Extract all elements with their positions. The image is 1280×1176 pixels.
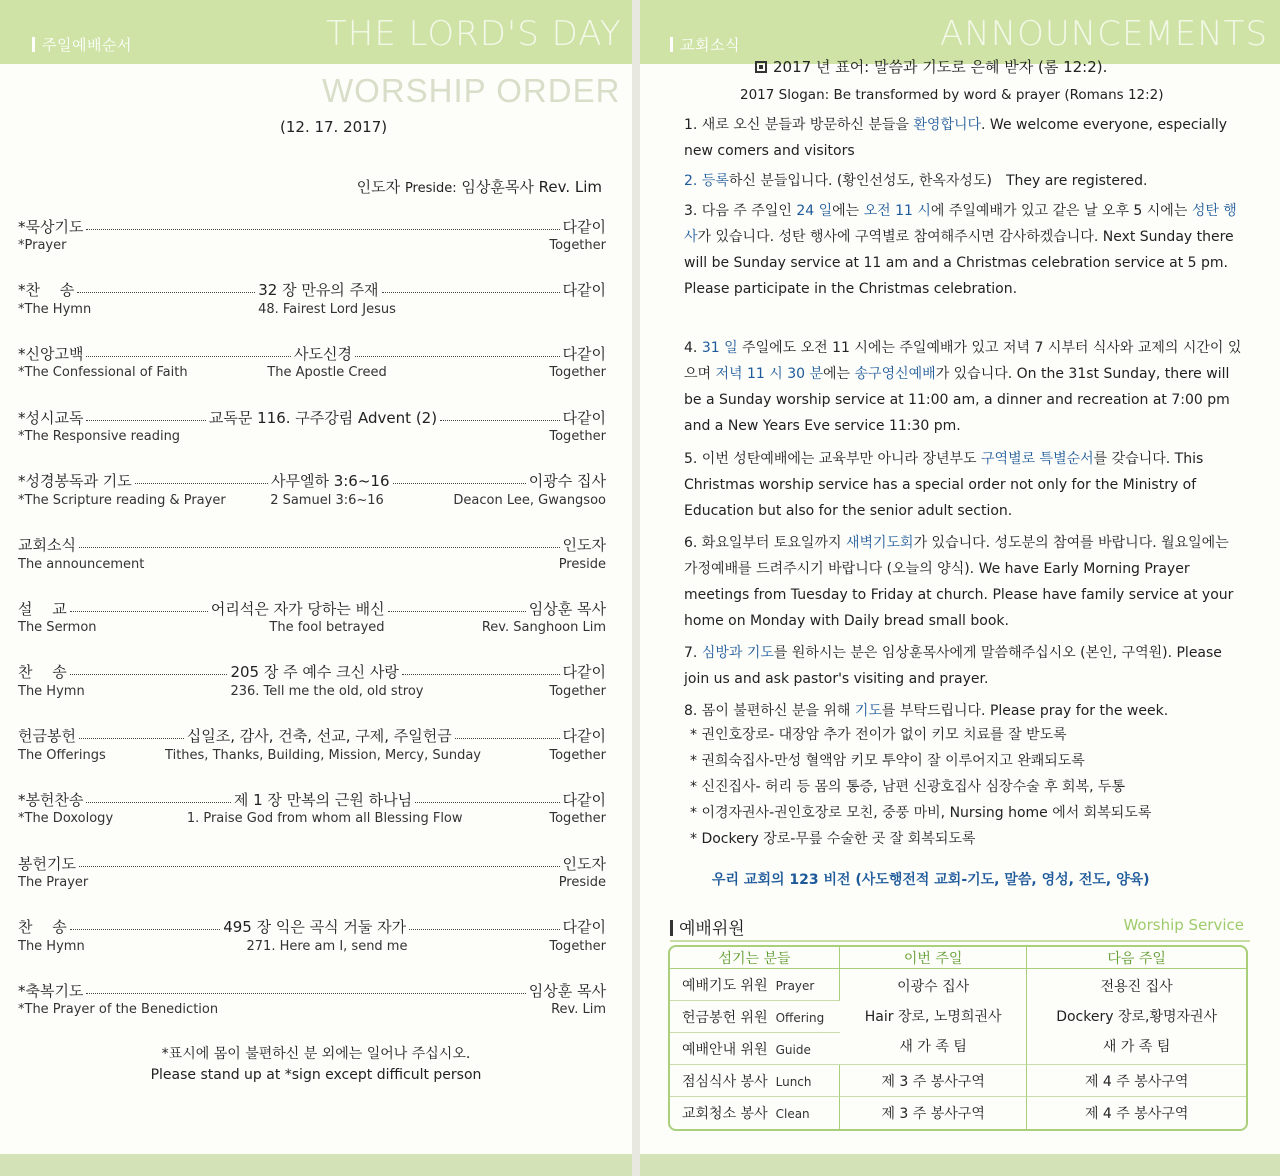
order-item-detail: 십일조, 감사, 건축, 선교, 구제, 주일헌금 bbox=[186, 727, 452, 746]
announcement-4 bbox=[684, 335, 1244, 439]
order-item-detail: 495 장 익은 곡식 거둘 자가 bbox=[223, 918, 407, 937]
role-en: Offering bbox=[775, 1010, 825, 1025]
announcement-7 bbox=[684, 640, 1244, 692]
order-item-ko-row bbox=[18, 469, 606, 493]
left-banner-title: THE LORD'S DAY bbox=[326, 14, 622, 54]
worship-service-title: 예배위원 bbox=[670, 914, 745, 939]
order-item-leader-en: Rev. Lim bbox=[551, 1002, 606, 1018]
order-item-detail-en: The Apostle Creed bbox=[267, 365, 387, 381]
prayer-item: * 권인호장로- 대장암 추가 전이가 없이 키모 치료를 잘 받도록 bbox=[690, 727, 1067, 743]
text: 에는 bbox=[823, 366, 855, 382]
order-item-leader: 다같이 bbox=[562, 918, 606, 937]
order-item-detail: 사무엘하 3:6~16 bbox=[270, 472, 390, 491]
order-item-leader-en: Together bbox=[549, 811, 606, 827]
order-item bbox=[18, 469, 606, 517]
order-item-title: *성시교독 bbox=[18, 408, 84, 427]
preside-en: Preside: bbox=[404, 181, 457, 196]
order-item-title-en: *The Responsive reading bbox=[18, 429, 181, 445]
order-item bbox=[18, 341, 606, 389]
leader-dots bbox=[79, 547, 560, 548]
preside-name: 임상훈목사 Rev. Lim bbox=[461, 178, 602, 196]
order-item bbox=[18, 660, 606, 708]
order-item-detail-en: 48. Fairest Lord Jesus bbox=[258, 301, 396, 317]
this-week-stack bbox=[840, 969, 1027, 1065]
table-header: 다음 주일 bbox=[1027, 947, 1246, 969]
order-item-detail-en bbox=[218, 238, 436, 258]
footnote bbox=[0, 1044, 632, 1086]
announcement-8 bbox=[684, 698, 1244, 724]
leader-dots bbox=[86, 356, 291, 357]
order-item-leader: 다같이 bbox=[562, 344, 607, 363]
preside-ko: 인도자 bbox=[356, 178, 401, 196]
order-item-ko-row bbox=[18, 533, 606, 557]
highlight: 송구영신예배 bbox=[854, 366, 936, 382]
this-week-cell: 제 3 주 봉사구역 bbox=[840, 1065, 1027, 1097]
order-item-detail-en bbox=[218, 557, 436, 577]
order-item-ko-row bbox=[18, 915, 606, 939]
footnote-ko: *표시에 몸이 불편하신 분 외에는 일어나 주십시오. bbox=[161, 1046, 471, 1062]
announcement-2 bbox=[684, 168, 1244, 194]
highlight: 24 일 bbox=[796, 203, 833, 219]
order-item bbox=[18, 724, 606, 772]
order-item bbox=[18, 214, 606, 262]
role-ko: 예배안내 위원 bbox=[682, 1041, 768, 1058]
highlight: 오전 11 시 bbox=[863, 203, 931, 219]
prayer-item: * Dockery 장로-무릎 수술한 곳 잘 회복되도록 bbox=[690, 831, 976, 847]
role-en: Guide bbox=[775, 1042, 811, 1057]
slogan-ko bbox=[755, 56, 1107, 77]
highlight: 기도 bbox=[854, 703, 882, 719]
order-item-detail-en: The fool betrayed bbox=[269, 620, 385, 636]
order-item-en-row bbox=[18, 365, 606, 385]
highlight: 구역별로 특별순서 bbox=[981, 451, 1094, 467]
text: 8. 몸이 불편하신 분을 위해 bbox=[684, 703, 855, 719]
order-item-ko-row bbox=[18, 660, 606, 684]
this-week-guide: 새 가 족 팀 bbox=[899, 1038, 967, 1055]
order-item bbox=[18, 405, 606, 453]
order-item-leader: 다같이 bbox=[562, 217, 606, 236]
order-item-title: *찬 송 bbox=[18, 281, 75, 300]
this-week-prayer: 이광수 집사 bbox=[897, 978, 970, 995]
highlight: 새벽기도회 bbox=[845, 535, 914, 551]
page-gutter bbox=[632, 0, 640, 1176]
order-item-title: 헌금봉헌 bbox=[18, 727, 76, 746]
order-item-en-row bbox=[18, 811, 606, 831]
leader-dots bbox=[86, 420, 205, 421]
next-week-cell: 제 4 주 봉사구역 bbox=[1027, 1065, 1246, 1097]
next-week-offering: Dockery 장로,황명자권사 bbox=[1056, 1008, 1218, 1025]
leader-dots bbox=[402, 674, 560, 675]
order-item-title: 봉헌기도 bbox=[18, 854, 76, 873]
table-row bbox=[670, 969, 1246, 1001]
order-item-detail-en: Tithes, Thanks, Building, Mission, Mercy, Sunday bbox=[165, 747, 481, 763]
text: 1. 새로 오신 분들과 방문하신 분들을 bbox=[684, 117, 914, 133]
order-item-ko-row bbox=[18, 341, 606, 365]
church-vision: 우리 교회의 123 비전 (사도행전적 교회-기도, 말씀, 영성, 전도, 양육) bbox=[712, 872, 1150, 888]
order-item-title: *신앙고백 bbox=[18, 344, 84, 363]
role-ko: 예배기도 위원 bbox=[682, 977, 768, 994]
next-week-stack bbox=[1027, 969, 1246, 1065]
order-item-en-row bbox=[18, 684, 606, 704]
highlight: 환영합니다 bbox=[913, 117, 982, 133]
next-week-cell: 제 4 주 봉사구역 bbox=[1084, 1106, 1189, 1122]
order-item-title-en: The announcement bbox=[18, 556, 145, 572]
right-banner bbox=[640, 0, 1280, 64]
order-item-detail-en: 236. Tell me the old, old stroy bbox=[230, 683, 424, 699]
leader-dots bbox=[135, 483, 268, 484]
order-item-en-row bbox=[18, 748, 606, 768]
order-item-leader: 다같이 bbox=[562, 281, 607, 300]
order-item-detail: 교독문 116. 구주강림 Advent (2) bbox=[208, 408, 438, 427]
order-item-leader-en: Together bbox=[549, 365, 606, 381]
order-item bbox=[18, 978, 606, 1026]
order-item-detail: 사도신경 bbox=[294, 344, 352, 363]
role-en: Prayer bbox=[775, 978, 815, 993]
service-date: (12. 17. 2017) bbox=[280, 118, 388, 136]
worship-service-title-en: Worship Service bbox=[1123, 916, 1244, 934]
leader-dots bbox=[382, 292, 560, 293]
announcement-6 bbox=[684, 530, 1244, 634]
order-item-ko-row bbox=[18, 596, 606, 620]
order-item-detail: 제 1 장 만복의 근원 하나님 bbox=[233, 790, 413, 809]
order-item-leader: 다같이 bbox=[562, 727, 606, 746]
order-item-title-en: The Hymn bbox=[18, 938, 85, 954]
order-item-ko-row bbox=[18, 851, 606, 875]
leader-dots bbox=[355, 356, 560, 357]
order-item-leader: 이광수 집사 bbox=[528, 472, 607, 491]
right-banner-tag: 교회소식 bbox=[670, 34, 740, 55]
leader-dots bbox=[86, 993, 525, 994]
order-item bbox=[18, 787, 606, 835]
order-item-detail-en bbox=[218, 429, 436, 449]
order-item-leader-en: Together bbox=[549, 238, 606, 253]
table-header: 섬기는 분들 bbox=[670, 947, 840, 969]
text: 를 부탁드립니다. Please pray for the week. bbox=[881, 703, 1169, 719]
text: 4. bbox=[684, 340, 702, 356]
order-item-ko-row bbox=[18, 405, 606, 429]
order-item-leader-en: Deacon Lee, Gwangsoo bbox=[453, 492, 606, 508]
order-item-leader: 다같이 bbox=[562, 790, 606, 809]
order-item-leader-en: Preside bbox=[558, 875, 606, 890]
order-item-ko-row bbox=[18, 978, 606, 1002]
order-item-leader-en: Rev. Sanghoon Lim bbox=[481, 620, 606, 636]
role-ko: 교회청소 봉사 bbox=[682, 1106, 768, 1122]
order-item-ko-row bbox=[18, 787, 606, 811]
leader-dots bbox=[70, 929, 220, 930]
order-item-detail-en: 2 Samuel 3:6~16 bbox=[270, 492, 384, 508]
leader-dots bbox=[77, 292, 255, 293]
role-ko: 헌금봉헌 위원 bbox=[682, 1009, 768, 1026]
highlight: 31 일 bbox=[701, 340, 738, 356]
order-item-title-en: *Prayer bbox=[18, 238, 67, 253]
order-item bbox=[18, 533, 606, 581]
preside-line bbox=[357, 176, 602, 197]
text: 하신 분들입니다. (황인선성도, 한옥자성도) They are registered. bbox=[728, 173, 1148, 189]
leader-dots bbox=[70, 611, 208, 612]
order-item-en-row bbox=[18, 493, 606, 513]
order-item-en-row bbox=[18, 429, 606, 449]
text: 3. 다음 주 주일인 bbox=[684, 203, 797, 219]
role-cell bbox=[670, 1097, 840, 1129]
highlight: 심방과 기도 bbox=[701, 645, 774, 661]
leader-dots bbox=[79, 738, 184, 739]
order-item-title: 찬 송 bbox=[18, 663, 67, 682]
order-item-detail-en bbox=[218, 875, 436, 895]
order-item-leader: 인도자 bbox=[562, 536, 606, 554]
table-header-row bbox=[670, 947, 1246, 969]
text: 에 주일예배가 있고 같은 날 오후 5 시에는 bbox=[930, 203, 1192, 219]
text: . We welcome everyone, especially new comers and visitors bbox=[684, 117, 1228, 159]
worship-service-table bbox=[668, 945, 1248, 1131]
role-en: Clean bbox=[775, 1107, 810, 1121]
order-item-title-en: The Hymn bbox=[18, 683, 85, 699]
leader-dots bbox=[440, 420, 559, 421]
order-item-leader-en bbox=[436, 302, 606, 322]
order-item-title-en: The Offerings bbox=[18, 747, 106, 763]
order-item-leader: 다같이 bbox=[562, 663, 607, 682]
worship-order-title: WORSHIP ORDER bbox=[322, 72, 621, 109]
order-item-title: *봉헌찬송 bbox=[18, 790, 84, 809]
slogan-en: 2017 Slogan: Be transformed by word & prayer (Romans 12:2) bbox=[740, 87, 1164, 103]
order-item-title-en: *The Confessional of Faith bbox=[18, 365, 188, 381]
leader-dots bbox=[409, 929, 559, 930]
text: 가 있습니다. On the 31st Sunday, there will be a Sunday worship service at 11:00 am, a dinner and recreation at 7:00 pm and a New Years Eve service 11:30 pm. bbox=[684, 366, 1230, 434]
order-item-detail: 205 장 주 예수 크신 사랑 bbox=[230, 663, 399, 682]
this-week-offering: Hair 장로, 노명희권사 bbox=[864, 1008, 1002, 1025]
order-item-en-row bbox=[18, 939, 606, 959]
order-item-detail-en bbox=[218, 1002, 436, 1022]
highlight: 2. 등록 bbox=[684, 173, 729, 189]
role-en: Lunch bbox=[775, 1074, 812, 1089]
announcement-5 bbox=[684, 446, 1244, 524]
order-item-title-en: The Prayer bbox=[18, 875, 89, 890]
leader-dots bbox=[79, 866, 560, 867]
order-item-ko-row bbox=[18, 214, 606, 238]
leader-dots bbox=[393, 483, 526, 484]
divider bbox=[670, 940, 1250, 942]
order-item-title: 설 교 bbox=[18, 599, 67, 618]
prayer-list bbox=[690, 722, 1151, 852]
order-item-title: 교회소식 bbox=[18, 536, 76, 554]
leader-dots bbox=[455, 738, 560, 739]
next-week-guide: 새 가 족 팀 bbox=[1102, 1038, 1171, 1055]
order-item-title-en: *The Scripture reading & Prayer bbox=[18, 492, 226, 508]
prayer-item: * 권희숙집사-만성 혈액암 키모 투약이 잘 이루어지고 완쾌되도록 bbox=[690, 753, 1085, 769]
leader-dots bbox=[86, 802, 230, 803]
order-item-ko-row bbox=[18, 278, 606, 302]
leader-dots bbox=[388, 611, 526, 612]
announcements-page bbox=[640, 0, 1280, 1176]
text: 5. 이번 성탄예배에는 교육부만 아니라 장년부도 bbox=[684, 451, 982, 467]
right-banner-title: ANNOUNCEMENTS bbox=[940, 14, 1269, 54]
order-item-detail-en: 271. Here am I, send me bbox=[246, 938, 408, 954]
order-item-en-row bbox=[18, 620, 606, 640]
announcement-3 bbox=[684, 198, 1244, 302]
text: 를 갖습니다. This Christmas worship service has a special order not only for the Ministry of Education but also for the senior adult section. bbox=[684, 451, 1204, 519]
order-item-detail-en: 1. Praise God from whom all Blessing Flow bbox=[186, 811, 463, 827]
text: 에는 bbox=[832, 203, 864, 219]
leader-dots bbox=[70, 674, 228, 675]
left-banner-tag: 주일예배순서 bbox=[32, 34, 132, 55]
text: 가 있습니다. 성탄 행사에 구역별로 참여해주시면 감사하겠습니다. Next Sunday there will be Sunday service at 11 am and a Christmas celebration service at 5 pm. Please participate in the Christmas celebration. bbox=[684, 229, 1234, 297]
square-bullet-icon bbox=[755, 61, 767, 73]
order-item-title-en: *The Prayer of the Benediction bbox=[18, 1002, 219, 1018]
prayer-item: * 이경자권사-권인호장로 모친, 중풍 마비, Nursing home 에서 회복되도록 bbox=[690, 805, 1152, 821]
order-item-title: *축복기도 bbox=[18, 981, 84, 1000]
order-item-en-row bbox=[18, 557, 606, 577]
order-item-title: *성경봉독과 기도 bbox=[18, 472, 132, 491]
order-item bbox=[18, 596, 606, 644]
order-item-en-row bbox=[18, 875, 606, 895]
order-item-title-en: *The Hymn bbox=[18, 301, 92, 317]
order-item bbox=[18, 915, 606, 963]
order-item-ko-row bbox=[18, 724, 606, 748]
next-week-prayer: 전용진 집사 bbox=[1100, 978, 1173, 995]
order-item-en-row bbox=[18, 238, 606, 258]
text: 7. bbox=[684, 645, 702, 661]
role-cell bbox=[670, 1001, 840, 1033]
highlight: 저녁 11 시 30 분 bbox=[715, 366, 824, 382]
order-item-leader-en: Together bbox=[549, 683, 606, 699]
order-item bbox=[18, 278, 606, 326]
leader-dots bbox=[86, 229, 559, 230]
left-banner bbox=[0, 0, 632, 64]
text: 가 있습니다. 성도분의 참여를 바랍니다. 월요일에는 가정예배를 드려주시기 바랍니다 (오늘의 양식). We have Early Morning Prayer meetings from Tuesday to Friday at church. Please have family service at your home on Monday with Daily bread small book. bbox=[684, 535, 1234, 629]
order-item-leader: 임상훈 목사 bbox=[528, 599, 607, 618]
left-bottom-band bbox=[0, 1154, 632, 1176]
role-cell bbox=[670, 1033, 840, 1065]
role-ko: 점심식사 봉사 bbox=[682, 1073, 768, 1090]
leader-dots bbox=[415, 802, 559, 803]
text: 주일에도 오전 11 시에는 주일예배가 있고 저녁 7 시부터 식사와 교제의 시간이 있으며 bbox=[684, 340, 1242, 382]
order-item bbox=[18, 851, 606, 899]
right-bottom-band bbox=[640, 1154, 1280, 1176]
order-item-detail: 32 장 만유의 주재 bbox=[258, 281, 379, 300]
order-item-leader-en: Together bbox=[549, 938, 606, 954]
order-item-title-en: *The Doxology bbox=[18, 811, 114, 827]
order-item-leader: 다같이 bbox=[562, 408, 606, 427]
order-item-leader-en: Preside bbox=[558, 556, 606, 572]
table-row bbox=[670, 1097, 1246, 1129]
highlight: 성탄 행사 bbox=[684, 203, 1237, 245]
footnote-en: Please stand up at *sign except difficult person bbox=[150, 1067, 482, 1083]
order-item-leader: 임상훈 목사 bbox=[528, 981, 606, 1000]
table-header: 이번 주일 bbox=[840, 947, 1027, 969]
role-cell bbox=[670, 1065, 840, 1097]
order-item-leader: 인도자 bbox=[562, 854, 606, 873]
order-item-detail: 어리석은 자가 당하는 배신 bbox=[210, 599, 385, 618]
slogan-ko-text: 2017 년 표어: 말씀과 기도로 은혜 받자 (롬 12:2). bbox=[773, 58, 1108, 76]
worship-order-page bbox=[0, 0, 632, 1176]
order-item-leader-en: Together bbox=[549, 429, 606, 445]
order-item-title: *묵상기도 bbox=[18, 217, 84, 236]
order-item-leader-en: Together bbox=[549, 747, 606, 763]
text: 6. 화요일부터 토요일까지 bbox=[684, 535, 846, 551]
order-item-title: 찬 송 bbox=[18, 918, 67, 937]
order-item-title-en: The Sermon bbox=[18, 620, 97, 636]
order-item-en-row bbox=[18, 302, 606, 322]
table-row bbox=[670, 1065, 1246, 1097]
order-item-en-row bbox=[18, 1002, 606, 1022]
prayer-item: * 신진집사- 허리 등 몸의 통증, 남편 신광호집사 심장수술 후 회복, 두통 bbox=[690, 779, 1126, 795]
text: 를 원하시는 분은 임상훈목사에게 말씀해주십시오 (본인, 구역원). Please join us and ask pastor's visiting and prayer. bbox=[684, 645, 1222, 687]
this-week-cell: 제 3 주 봉사구역 bbox=[840, 1097, 1027, 1129]
role-cell bbox=[670, 969, 840, 1001]
announcement-1 bbox=[684, 112, 1244, 164]
